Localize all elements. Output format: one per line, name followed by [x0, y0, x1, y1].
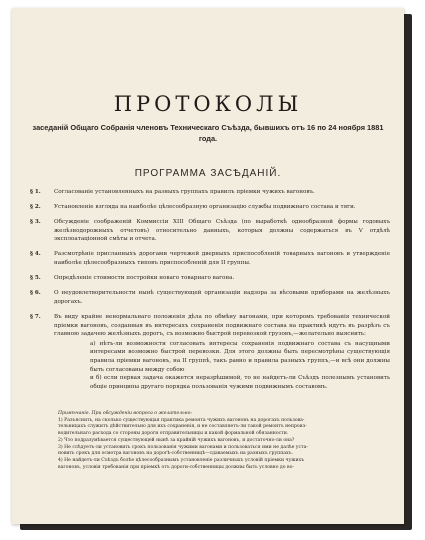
program-item	[30, 188, 390, 197]
program-item	[30, 313, 390, 339]
document-subtitle: заседаній Общаго Собранія членовъ Техническаго Съѣзда, бывшихъ отъ 16 по 24 ноября 1881 года.	[32, 123, 384, 143]
item-text: Опредѣленіе стоимости постройки новаго товарнаго вагона.	[54, 275, 235, 282]
item-number: § 7.	[30, 313, 41, 320]
subitem-a: а) нѣтъ-ли возможности согласовать интересы сохраненія подвижнаго состава съ насущными интересами возможно быстрой перевозки. Для этого должны быть пересмотрѣны существующія правила пріемки вагоновъ, на II группѣ, такъ равно и правила разныхъ группъ,—и всѣ они должны быть согласованы между собою	[90, 340, 390, 373]
program-item	[30, 289, 390, 306]
footnote-line: 2) Что подразумѣвается существующей нынѣ за крайній чужихъ вагоновъ, и достаточно-ли она?	[58, 437, 295, 443]
footnote-block	[58, 411, 380, 471]
item-number: § 5.	[30, 275, 41, 282]
program-item	[30, 203, 390, 212]
program-item	[30, 250, 390, 267]
item-number: § 6.	[30, 290, 41, 297]
item-number: § 4.	[30, 251, 41, 258]
footnote-line: 4) Не найдетъ-ли Съѣздъ болѣе цѣлесообразнымъ установленіе различныхъ условій пріемки чужихъ	[58, 457, 305, 463]
item-text: Въ виду крайне ненормальнаго положенія дѣла по обмѣну вагонами, при которомъ требованія технической пріемки вагоновъ, созданныя въ интересахъ сохраненія подвижнаго состава на практикѣ идутъ въ разрѣзъ съ главною задачею желѣзныхъ дорогъ, съ возможно быстрой перевозкой грузовъ,—желательно выяснить:	[54, 313, 390, 338]
item-text: Согласованіе установленныхъ на разныхъ группахъ правилъ пріемки чужихъ вагоновъ.	[54, 189, 315, 195]
footnote-line: новить срокъ для осмотра вагоновъ на дорогѣ-собственницѣ—сдаваемыхъ на разныхъ группахъ.	[58, 451, 293, 457]
program-item	[30, 218, 390, 244]
subitem-b: и б) если первая задача окажется неразрѣшимой, то не найдетъ-ли Съѣздъ полезнымъ установить общіе принципы другаго порядка пользованія чужими подвижнымъ составомъ.	[90, 375, 390, 390]
footnote-line: водительнаго расхода со стороны дороги отправительницы и какой формальной обязанности.	[58, 431, 289, 437]
item-text: Разсмотрѣніе присланныхъ дорогами чертежей дверныхъ приспособленій товарныхъ вагоновъ и утвержденіе наиболѣе цѣлесообразныхъ типовъ приспособленій для II группы.	[54, 251, 390, 267]
footnote-heading: Примѣчаніе. При обсужденіи вопроса о желательно:	[58, 411, 192, 416]
program-item	[30, 274, 390, 283]
footnote-line: вагоновъ, условія требованія при пріемкѣ отъ дороги-собственницы должны быть условно до во-	[58, 464, 294, 470]
item-number: § 2.	[30, 204, 41, 211]
footnote-line: 1) Разъяснить, на сколько существующая практика ремонта чужихъ вагоновъ на дорогахъ пользова-	[58, 417, 305, 423]
item-number: § 3.	[30, 219, 41, 226]
document-page	[12, 8, 404, 524]
document-title: ПРОТОКОЛЫ	[113, 92, 303, 116]
item-text: О неудовлетворительности нынѣ существующей организаціи надзора за вѣсовыми приборами на желѣзныхъ дорогахъ.	[54, 290, 390, 305]
item-text: Обсужденіе соображеній Коммиссіи XIII Общаго Съѣзда (по выработкѣ однообразной формы годовыхъ желѣзнодорожныхъ отчетовъ) относительно данныхъ, которыя должны содержаться въ V отдѣлѣ эксплоатаціонной смѣты и отчета.	[54, 219, 390, 243]
item-number: § 1.	[30, 189, 41, 195]
program-heading: ПРОГРАММА ЗАСѢДАНІЙ.	[134, 168, 282, 179]
footnote-line: 3) Не слѣдуетъ-ли установить срокъ пользованія чужими вагонами и пользоваться ими не далѣе уста-	[58, 444, 308, 450]
footnote-line: тельницахъ служитъ дѣйствительно для ихъ сохраненія, и не составляетъ-ли такой ремонтъ непроиз-	[58, 424, 307, 430]
item-text: Установленіе взгляда на наиболѣе цѣлесообразную организацію службы подвижнаго состава и тяги.	[54, 204, 356, 211]
program-items	[30, 188, 390, 391]
